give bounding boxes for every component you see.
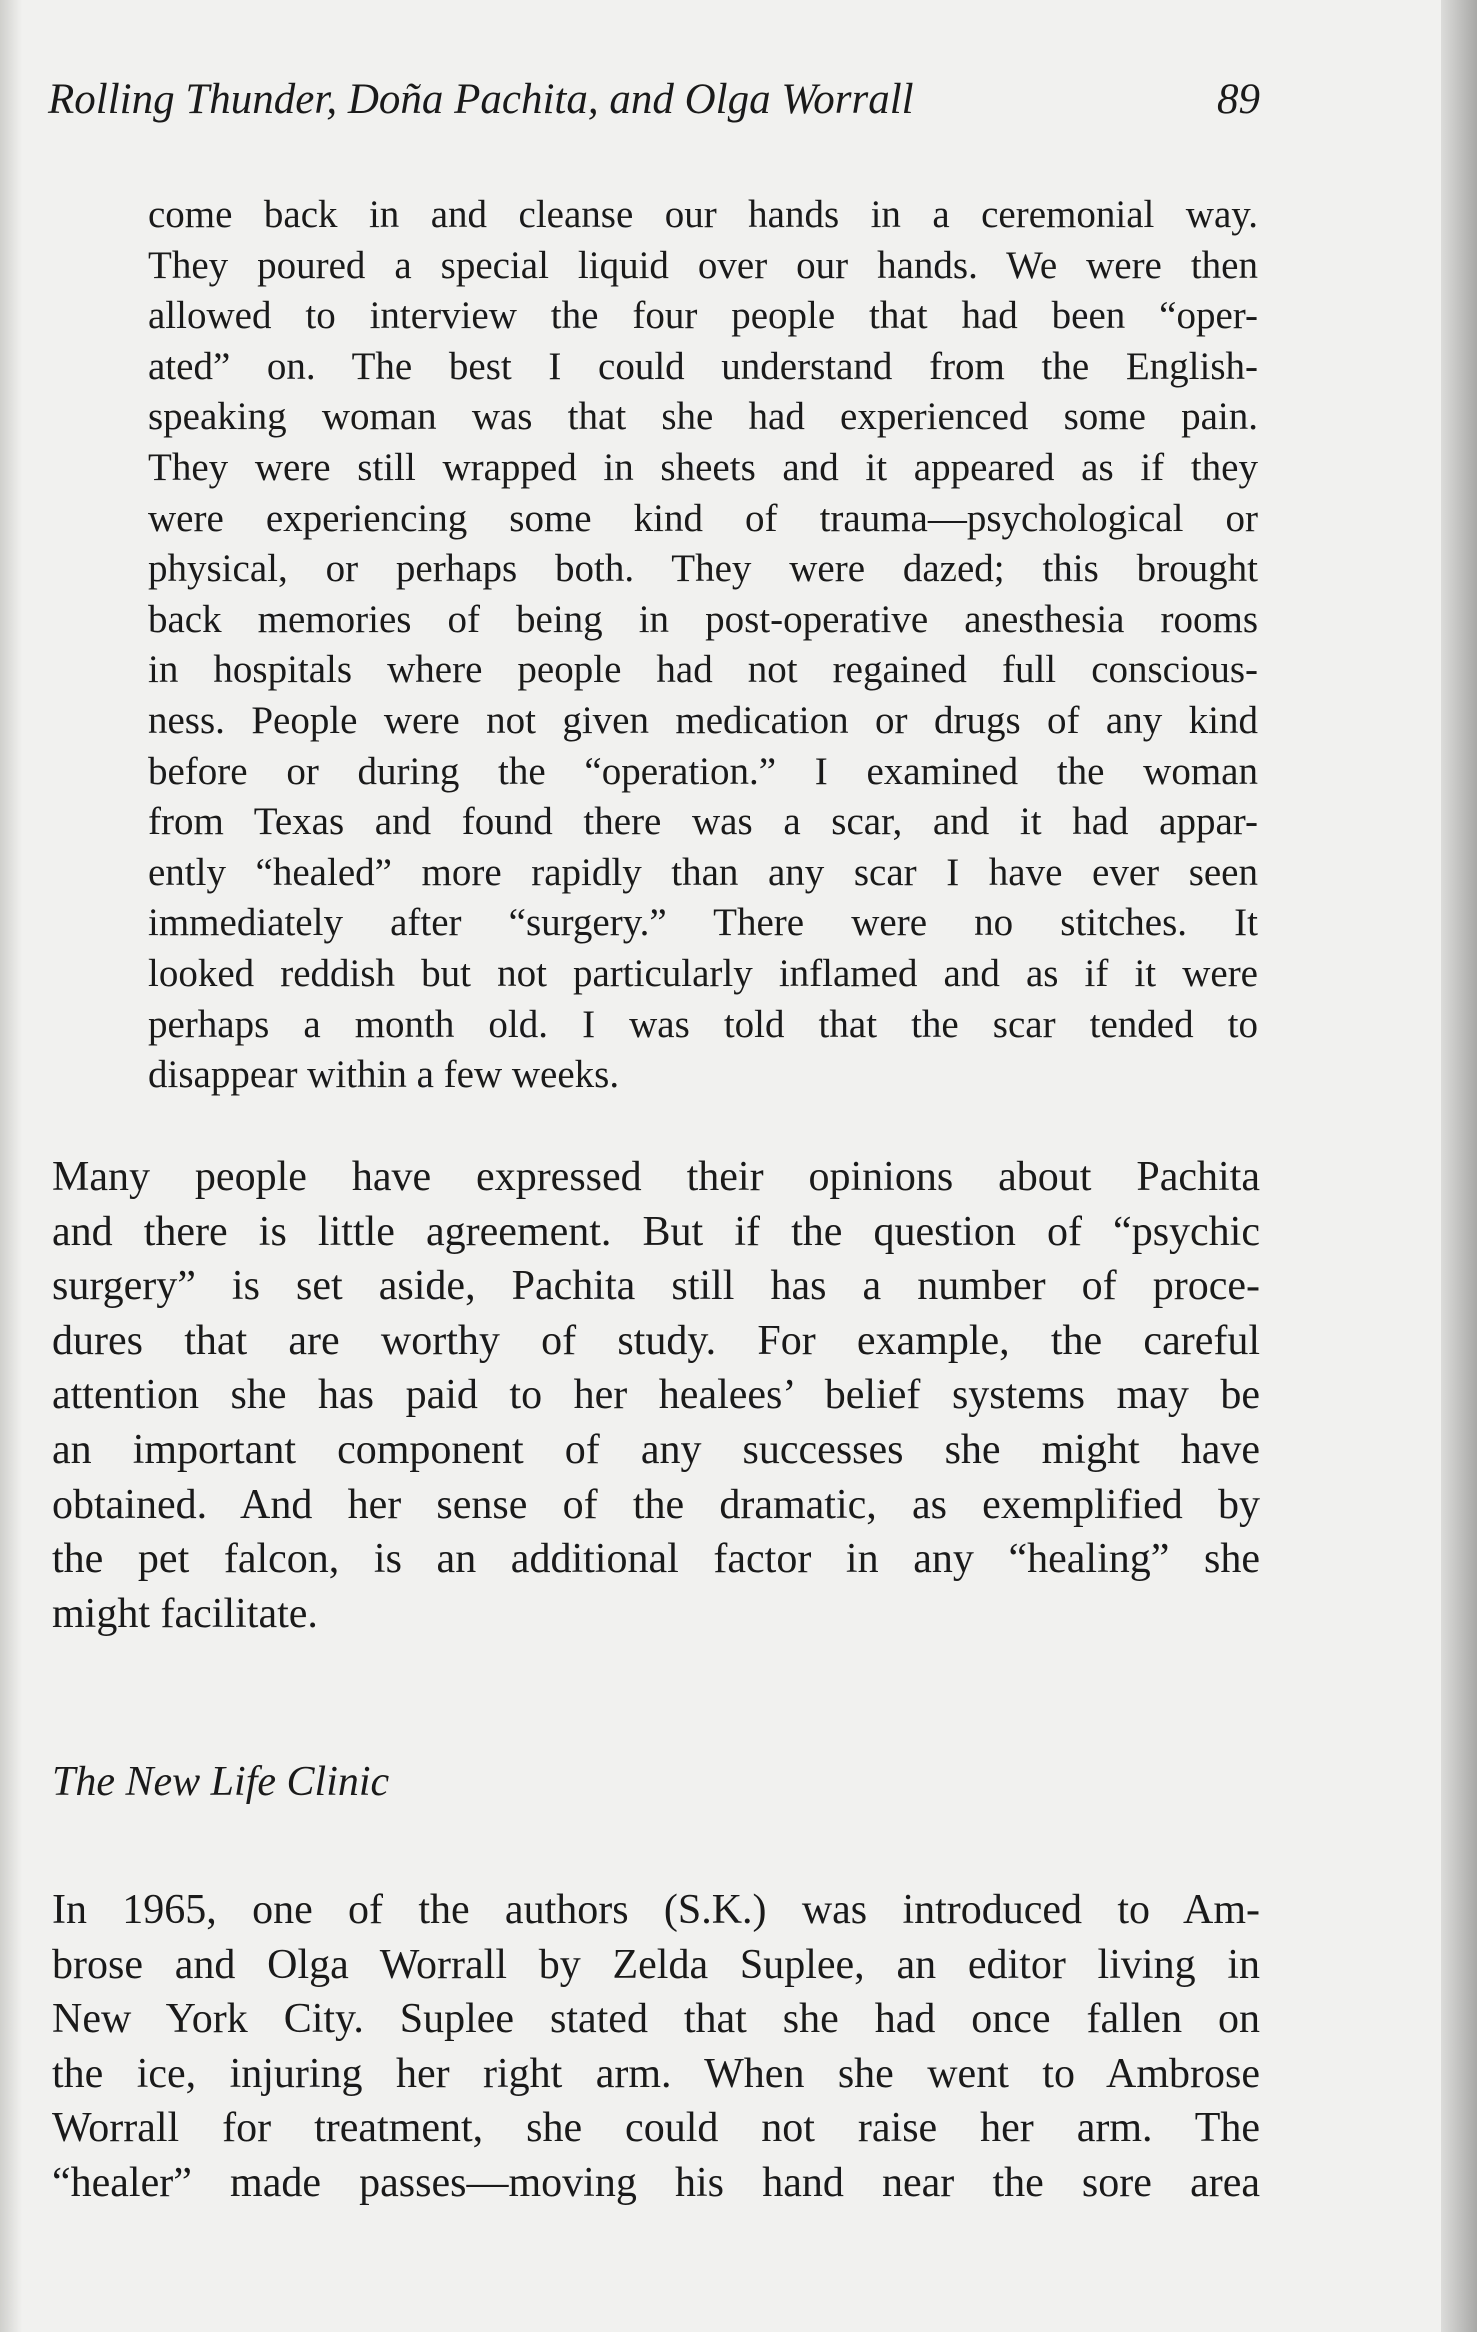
section-heading: The New Life Clinic bbox=[52, 1759, 390, 1805]
running-title: Rolling Thunder, Doña Pachita, and Olga Worrall bbox=[48, 76, 914, 123]
quote-line: disappear within a few weeks. bbox=[148, 1053, 620, 1097]
text-line: New York City. Suplee stated that she had once fallen on bbox=[52, 1996, 1260, 2043]
page-number: 89 bbox=[1217, 76, 1260, 123]
quote-line: physical, or perhaps both. They were dazed; this brought bbox=[148, 547, 1258, 591]
quote-line: They poured a special liquid over our hands. We were then bbox=[148, 243, 1258, 287]
text-line: might facilitate. bbox=[52, 1590, 318, 1637]
text-line: Many people have expressed their opinions about Pachita bbox=[52, 1154, 1260, 1200]
text-line: the pet falcon, is an additional factor in any “healing” she bbox=[52, 1536, 1260, 1583]
text-line: an important component of any successes she might have bbox=[52, 1426, 1260, 1473]
quote-line: speaking woman was that she had experienced some pain. bbox=[148, 395, 1258, 439]
text-line: dures that are worthy of study. For example, the careful bbox=[52, 1317, 1260, 1364]
quote-line: ated” on. The best I could understand from the English- bbox=[148, 344, 1258, 388]
text-line: attention she has paid to her healees’ belief systems may be bbox=[52, 1372, 1260, 1419]
paragraph-pachita bbox=[52, 1150, 1260, 1641]
block-quote bbox=[148, 190, 1258, 1101]
quote-line: looked reddish but not particularly inflamed and as if it were bbox=[148, 951, 1258, 995]
page-edge-shadow bbox=[0, 0, 22, 2332]
text-line: obtained. And her sense of the dramatic, as exemplified by bbox=[52, 1481, 1260, 1528]
quote-line: back memories of being in post-operative anesthesia rooms bbox=[148, 597, 1258, 641]
text-line: and there is little agreement. But if the question of “psychic bbox=[52, 1208, 1260, 1255]
running-head bbox=[48, 70, 1260, 130]
quote-line: ently “healed” more rapidly than any scar I have ever seen bbox=[148, 850, 1258, 894]
quote-line: immediately after “surgery.” There were no stitches. It bbox=[148, 901, 1258, 945]
text-line: brose and Olga Worrall by Zelda Suplee, an editor living in bbox=[52, 1941, 1260, 1988]
text-line: surgery” is set aside, Pachita still has a number of proce- bbox=[52, 1263, 1260, 1310]
quote-line: perhaps a month old. I was told that the scar tended to bbox=[148, 1002, 1258, 1046]
quote-line: before or during the “operation.” I examined the woman bbox=[148, 749, 1258, 793]
quote-line: They were still wrapped in sheets and it appeared as if they bbox=[148, 445, 1258, 489]
quote-line: from Texas and found there was a scar, and it had appar- bbox=[148, 800, 1258, 844]
text-line: the ice, injuring her right arm. When she went to Ambrose bbox=[52, 2050, 1260, 2097]
quote-line: come back in and cleanse our hands in a ceremonial way. bbox=[148, 193, 1258, 236]
quote-line: in hospitals where people had not regained full conscious- bbox=[148, 648, 1258, 692]
paragraph-worrall bbox=[52, 1883, 1260, 2211]
quote-line: were experiencing some kind of trauma—psychological or bbox=[148, 496, 1258, 540]
book-gutter bbox=[1441, 0, 1477, 2332]
text-line: In 1965, one of the authors (S.K.) was introduced to Am- bbox=[52, 1887, 1260, 1933]
text-line: Worrall for treatment, she could not raise her arm. The bbox=[52, 2105, 1260, 2152]
quote-line: allowed to interview the four people that had been “oper- bbox=[148, 294, 1258, 338]
text-line: “healer” made passes—moving his hand near the sore area bbox=[52, 2159, 1260, 2206]
quote-line: ness. People were not given medication or drugs of any kind bbox=[148, 698, 1258, 742]
